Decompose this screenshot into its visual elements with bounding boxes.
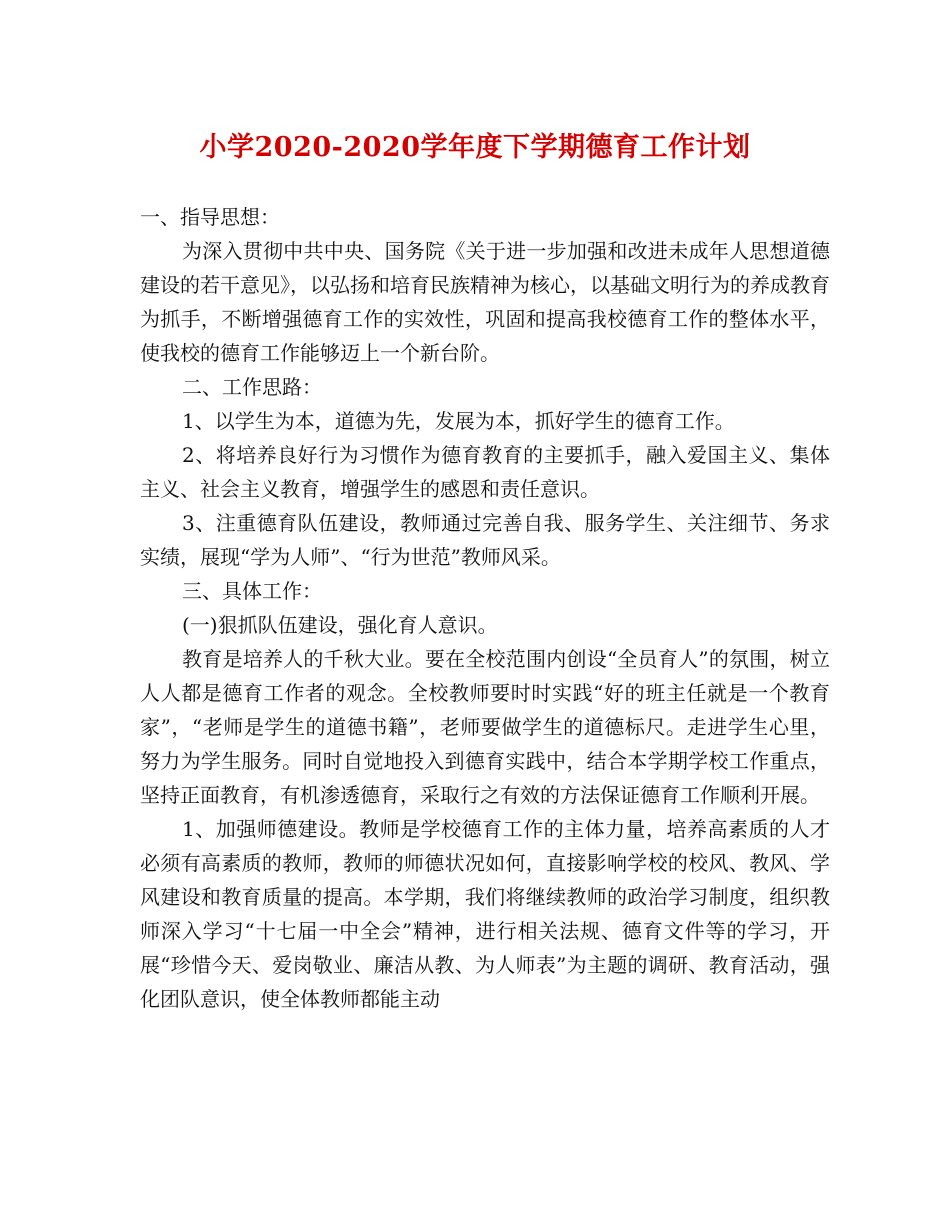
document-body (140, 200, 830, 1016)
paragraph-approach-2: 2、将培养良好行为习惯作为德育教育的主要抓手，融入爱国主义、集体主义、社会主义教育，增强学生的感恩和责任意识。 (140, 443, 830, 501)
paragraph-team-building: 教育是培养人的千秋大业。要在全校范围内创设“全员育人”的氛围，树立人人都是德育工作者的观念。全校教师要时时实践“好的班主任就是一个教育家”，“老师是学生的道德书籍”，老师要做学生的道德标尺。走进学生心里，努力为学生服务。同时自觉地投入到德育实践中，结合本学期学校工作重点，坚持正面教育，有机渗透德育，采取行之有效的方法保证德育工作顺利开展。 (140, 647, 830, 807)
section-heading-work-approach: 二、工作思路： (182, 375, 322, 399)
document-title: 小学2020-2020学年度下学期德育工作计划 (199, 132, 751, 163)
paragraph-guiding-ideology: 为深入贯彻中共中央、国务院《关于进一步加强和改进未成年人思想道德建设的若干意见》，以弘扬和培育民族精神为核心，以基础文明行为的养成教育为抓手，不断增强德育工作的实效性，巩固和提高我校德育工作的整体水平，使我校的德育工作能够迈上一个新台阶。 (140, 239, 830, 365)
section-heading-specific-work: 三、具体工作： (182, 579, 322, 603)
paragraph-approach-1: 1、以学生为本，道德为先，发展为本，抓好学生的德育工作。 (182, 409, 735, 433)
subsection-heading-team-building: (一)狠抓队伍建设，强化育人意识。 (182, 613, 498, 637)
paragraph-approach-3: 3、注重德育队伍建设，教师通过完善自我、服务学生、关注细节、务求实绩，展现“学为人师”、“行为世范”教师风采。 (140, 511, 830, 569)
section-heading-guiding-ideology: 一、指导思想： (140, 205, 280, 229)
paragraph-teacher-ethics: 1、加强师德建设。教师是学校德育工作的主体力量，培养高素质的人才必须有高素质的教师，教师的师德状况如何，直接影响学校的校风、教风、学风建设和教育质量的提高。本学期，我们将继续教师的政治学习制度，组织教师深入学习“十七届一中全会”精神，进行相关法规、德育文件等的学习，开展“珍惜今天、爱岗敬业、廉洁从教、为人师表”为主题的调研、教育活动，强化团队意识，使全体教师都能主动 (140, 817, 830, 1011)
